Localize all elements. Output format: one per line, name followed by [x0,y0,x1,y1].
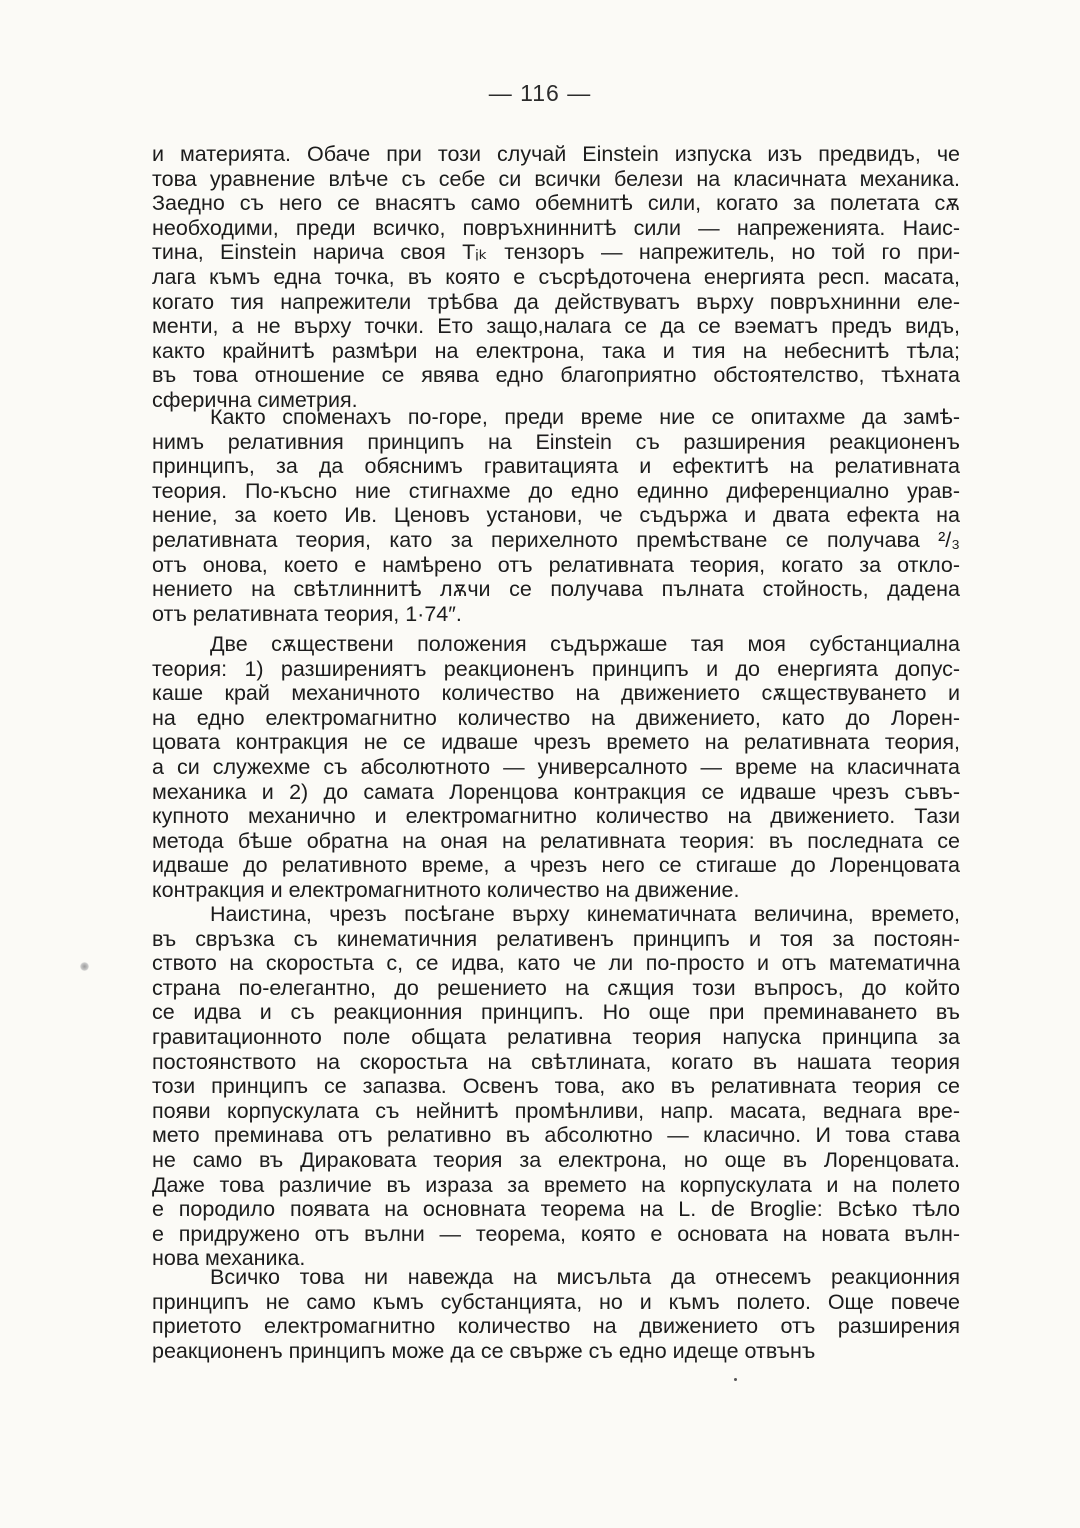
paragraph [152,142,960,413]
paragraph [152,1265,960,1363]
text-line: релативната теория, като за перихелното премѣстване се получава ²/₃ [152,527,960,552]
text-line: идваше до релативното време, а чрезъ него се стигаше до Лоренцовата [152,853,960,878]
text-line: теория. По-късно ние стигнахме до едно единно диференциално урав- [152,478,960,503]
text-line: нението на свѣтлиннитѣ лѫчи се получава пълната стойность, дадена [152,577,960,602]
text-line: тина, Einstein нарича своя Tᵢₖ тензоръ — напрежитель, но той го при- [152,240,960,265]
page-number: — 116 — [488,80,592,106]
text-line: сферична симетрия. [152,387,358,412]
text-line: теория: 1) разширениятъ реакционенъ принципъ и до енергията допус- [152,656,960,681]
text-line: купното механично и електромагнитно количество на движението. Тази [152,804,960,829]
text-line: менти, а не върху точки. Ето защо,налага се да се вэематъ предъ видъ, [152,314,960,339]
text-line: както крайнитѣ размѣри на електрона, така и тия на небеснитѣ тѣла; [152,338,960,363]
text-line: каше край механичното количество на движението сѫществуването и [152,681,960,706]
text-line: реакционенъ принципъ може да се свърже съ едно идеще отвънъ [152,1338,816,1363]
text-line: Наистина, чрезъ посѣгане върху кинематичната величина, времето, [210,902,960,926]
text-line: нение, за което Ив. Ценовъ установи, че съдържа и двата ефекта на [152,503,960,528]
text-line: отъ релативната теория, 1·74″. [152,601,462,626]
text-line: принципъ не само къмъ субстанцията, но и къмъ полето. Още повече [152,1289,960,1314]
text-line: и материята. Обаче при този случай Einstein изпуска изъ предвидъ, че [152,142,960,166]
paragraph [152,632,960,903]
text-line: отъ онова, което е намѣрено отъ релативната теория, когато за откло- [152,552,960,577]
paragraph [152,405,960,626]
text-line: а си служехме съ абсолютното — универсалното — време на класичната [152,754,960,779]
text-line: Всичко това ни навежда на мисъльта да отнесемъ реакционния [210,1265,960,1289]
text-line: гравитационното поле общата релативна теория напуска принципа за [152,1024,960,1049]
text-line: се идва и съ реакционния принципъ. Но още при преминаването въ [152,1000,960,1025]
text-line: на едно електромагнитно количество на движението, като до Лорен- [152,705,960,730]
text-line: принципъ, за да обяснимъ гравитацията и ефектитѣ на релативната [152,454,960,479]
text-line: контракция и електромагнитното количество на движение. [152,877,740,902]
ink-speck [80,962,89,971]
text-line: Както споменахъ по-горе, преди време ние се опитахме да замѣ- [210,405,960,429]
text-line: Даже това различие въ израза за времето на корпускулата и на полето [152,1172,960,1197]
text-line: страна по-елегантно, до решението на сѫщия този въпросъ, до който [152,975,960,1000]
text-line: нимъ релативния принципъ на Einstein съ разширения реакционенъ [152,429,960,454]
text-line: цовата контракция не се идваше чрезъ времето на релативната теория, [152,730,960,755]
text-line: е придружено отъ вълни — теорема, която е основата на новата вълн- [152,1221,960,1246]
ink-dot [734,1378,737,1381]
text-line: Заедно съ него се внасятъ само обемнитѣ сили, когато за полетата сѫ [152,191,960,216]
text-line: механика и 2) до самата Лоренцова контракция се идваше чрезъ съвъ- [152,779,960,804]
text-line: метода бѣше обратна на оная на релативната теория: въ последната се [152,828,960,853]
text-line: нова механика. [152,1246,306,1271]
text-line: въ свръзка съ кинематичния релативенъ принципъ и тоя за постоян- [152,926,960,951]
text-line: мето преминава отъ релативно въ абсолютно — класично. И това става [152,1123,960,1148]
text-line: това уравнение влѣче съ себе си всички белези на класичната механика. [152,166,960,191]
text-line: когато тия напрежители трѣбва да действуватъ върху повръхнинни еле- [152,289,960,314]
text-line: приетото електромагнитно количество на движението отъ разширения [152,1314,960,1339]
text-line: е породило появата на основната теорема на L. de Broglie: Всѣко тѣло [152,1197,960,1222]
text-line: лага къмъ една точка, въ която е съсрѣдоточена енергията респ. масата, [152,264,960,289]
text-line: не само въ Дираковата теория за електрона, но още въ Лоренцовата. [152,1147,960,1172]
text-line: Две сѫществени положения съдържаше тая моя субстанциална [210,632,960,656]
text-line: въ това отношение се явява едно благоприятно обстоятелство, тѣхната [152,363,960,388]
text-line: ството на скоростьта c, се идва, като че ли по-просто и отъ математична [152,951,960,976]
text-line: появи корпускулата съ нейнитѣ промѣнливи, напр. масата, веднага вре- [152,1098,960,1123]
text-line: този принципъ се запазва. Освенъ това, ако въ релативната теория се [152,1074,960,1099]
text-line: необходими, преди всичко, повръхниннитѣ сили — напреженията. Наис- [152,215,960,240]
text-line: постоянството на скоростьта на свѣтлината, когато въ нашата теория [152,1049,960,1074]
paragraph [152,902,960,1271]
